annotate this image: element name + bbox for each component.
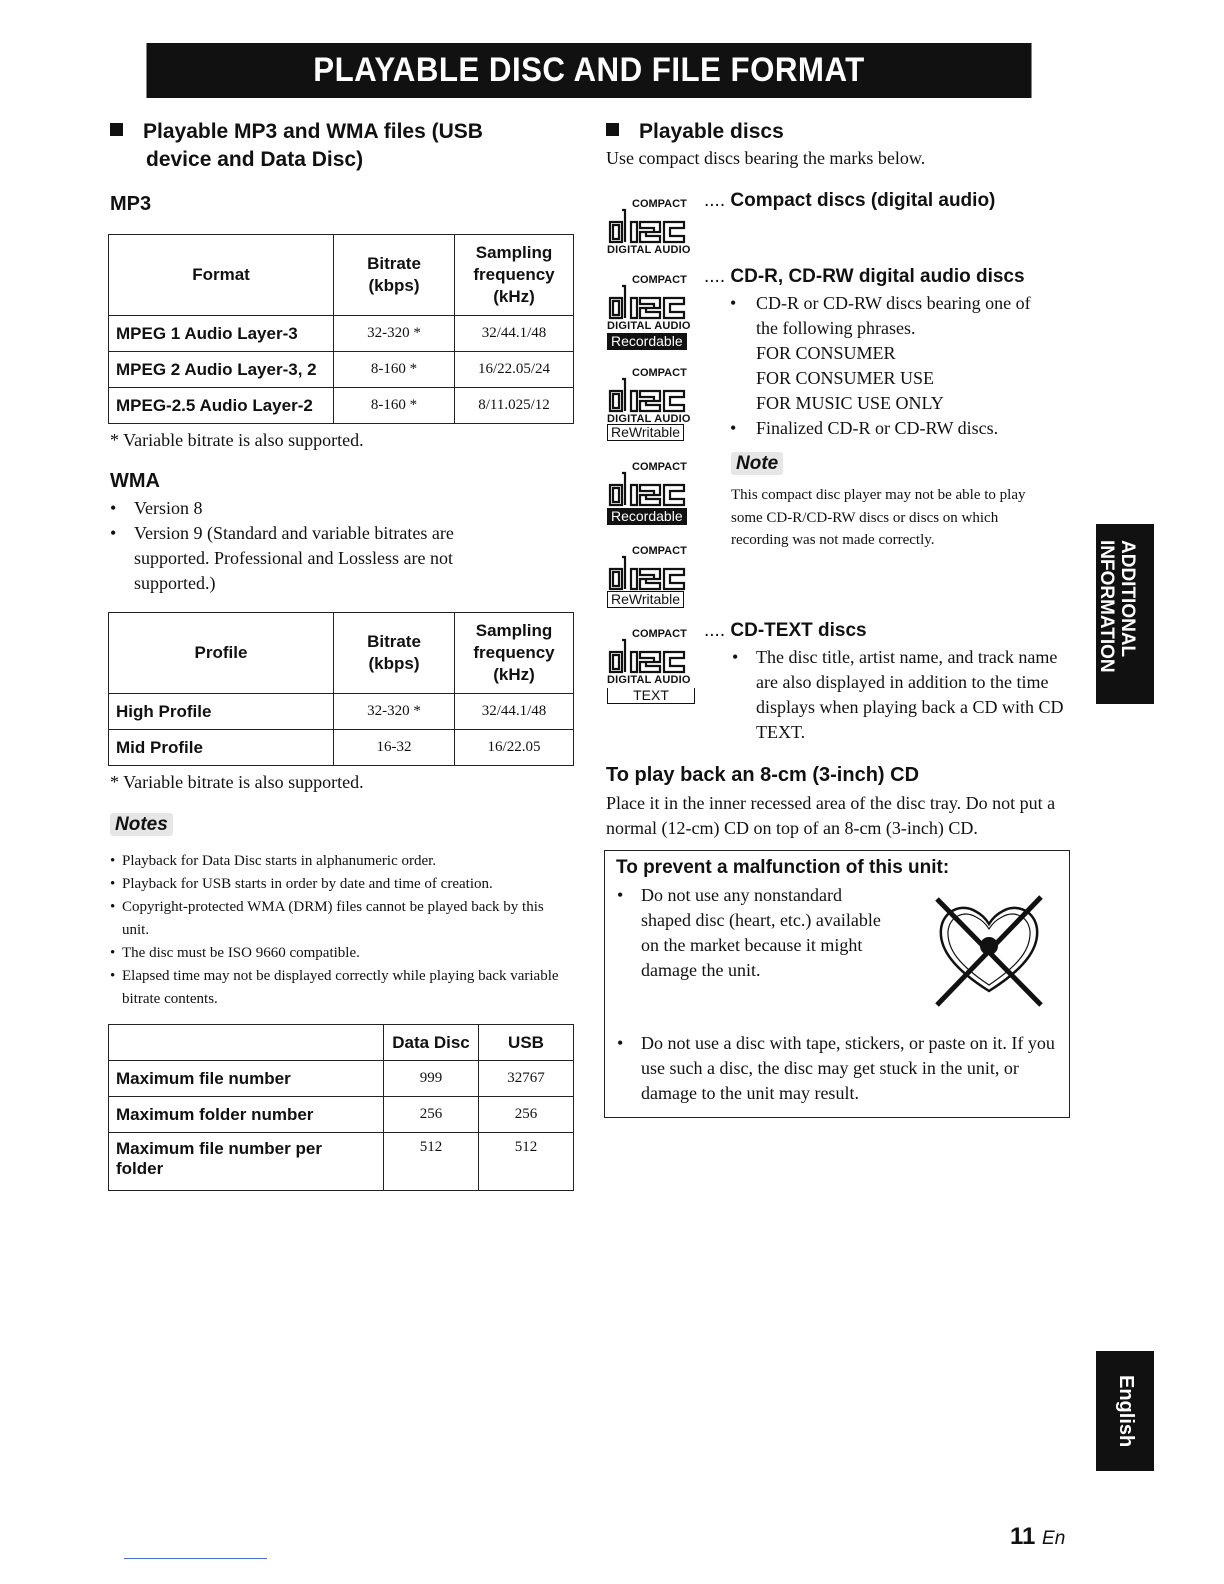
list-item: FOR CONSUMER (756, 343, 896, 363)
playable-discs-intro: Use compact discs bearing the marks below. (606, 148, 926, 168)
list-item: • Playback for USB starts in order by date and time of creation. (110, 873, 572, 896)
notes-list (110, 850, 572, 1011)
table-row: MPEG-2.5 Audio Layer-2 8-160 * 8/11.025/12 (109, 388, 574, 424)
table-row: MPEG 2 Audio Layer-3, 2 8-160 * 16/22.05/24 (109, 352, 574, 388)
cd-r-logo: COMPACT Recordable (607, 461, 703, 527)
header-profile: Profile (109, 613, 334, 694)
cd-rw-digital-audio-logo: COMPACT DIGITAL AUDIO ReWritable (607, 367, 703, 445)
header-bitrate: Bitrate (kbps) (334, 613, 455, 694)
warning-title: To prevent a malfunction of this unit: (616, 857, 950, 878)
square-bullet-icon (110, 123, 123, 136)
compact-disc-digital-audio-logo: COMPACT DIGITAL AUDIO (607, 198, 703, 260)
eight-cm-title: To play back an 8-cm (3-inch) CD (606, 764, 920, 786)
mp3-footnote: * Variable bitrate is also supported. (110, 430, 364, 450)
cd-da-title: .... Compact discs (digital audio) (704, 190, 996, 211)
table-row: Maximum file number 999 32767 (109, 1061, 574, 1097)
note-badge: Note (731, 453, 783, 475)
cd-r-digital-audio-logo: COMPACT DIGITAL AUDIO Recordable (607, 274, 703, 352)
header-format: Format (109, 235, 334, 316)
table-row: MPEG 1 Audio Layer-3 32-320 * 32/44.1/48 (109, 316, 574, 352)
page-number: 11 En (1010, 1523, 1066, 1550)
list-item: FOR CONSUMER USE (756, 368, 935, 388)
mp3-title: MP3 (110, 193, 152, 215)
list-item: • The disc must be ISO 9660 compatible. (110, 942, 572, 965)
list-item: • Elapsed time may not be displayed correctly while playing back variable bitrate contents. (110, 965, 572, 1011)
mp3-table (108, 234, 574, 424)
list-item: • Version 9 (Standard and variable bitrates are supported. Professional and Lossless are not supported.) (108, 521, 528, 596)
language-side-tab: English (1096, 1351, 1154, 1471)
cd-rw-logo: COMPACT ReWritable (607, 545, 703, 611)
cd-text-logo: COMPACT DIGITAL AUDIO TEXT (607, 628, 703, 708)
header-bitrate: Bitrate (kbps) (334, 235, 455, 316)
note-text: This compact disc player may not be able to play some CD-R/CD-RW discs or discs on which recording was not made correctly. (731, 487, 1026, 548)
table-header-row (109, 613, 574, 694)
warning-list-2 (615, 1031, 1061, 1106)
disc-wordmark-icon (607, 377, 697, 413)
table-row: Maximum file number per folder 512 512 (109, 1133, 574, 1191)
wma-table (108, 612, 574, 766)
disc-wordmark-icon (607, 471, 697, 507)
section-heading-playable-discs: Playable discs (606, 118, 784, 146)
page-banner-title: PLAYABLE DISC AND FILE FORMAT (146, 43, 1031, 98)
wma-title: WMA (110, 470, 160, 492)
warning-box (604, 850, 1070, 1118)
square-bullet-icon (606, 123, 619, 136)
list-item: • Version 8 (108, 496, 528, 521)
cd-r-rw-title: .... CD-R, CD-RW digital audio discs (704, 266, 1025, 287)
disc-wordmark-icon (607, 555, 697, 591)
table-row: Maximum folder number 256 256 (109, 1097, 574, 1133)
list-item: • Copyright-protected WMA (DRM) files cannot be played back by this unit. (110, 896, 572, 942)
table-header-row (109, 1025, 574, 1061)
table-row: Mid Profile 16-32 16/22.05 (109, 730, 574, 766)
warning-list-1 (615, 883, 885, 983)
section-heading-playable-files: Playable MP3 and WMA files (USB device and Data Disc) (110, 118, 570, 174)
wma-footnote: * Variable bitrate is also supported. (110, 772, 364, 792)
no-heart-disc-icon (929, 891, 1049, 1011)
footer-rule (124, 1558, 267, 1559)
cd-r-rw-details: • CD-R or CD-RW discs bearing one of the following phrases. FOR CONSUMER FOR CONSUMER USE FOR MUSIC USE ONLY • Finalized CD-R or CD-RW discs. (730, 291, 1070, 441)
disc-wordmark-icon (607, 284, 697, 320)
table-header-row (109, 235, 574, 316)
header-sampling: Sampling frequency (kHz) (455, 235, 574, 316)
table-row: High Profile 32-320 * 32/44.1/48 (109, 694, 574, 730)
header-sampling: Sampling frequency (kHz) (455, 613, 574, 694)
list-item: • Playback for Data Disc starts in alphanumeric order. (110, 850, 572, 873)
limits-table (108, 1024, 574, 1191)
list-item: FOR MUSIC USE ONLY (756, 393, 944, 413)
notes-badge: Notes (110, 814, 173, 836)
cd-text-details (730, 645, 1066, 745)
eight-cm-text: Place it in the inner recessed area of the disc tray. Do not put a normal (12-cm) CD on top of an 8-cm (3-inch) CD. (606, 793, 1056, 838)
disc-wordmark-icon (607, 208, 697, 244)
header-usb: USB (479, 1025, 574, 1061)
cd-text-title: .... CD-TEXT discs (704, 620, 867, 641)
wma-version-list (108, 496, 528, 596)
header-data-disc: Data Disc (384, 1025, 479, 1061)
disc-wordmark-icon (607, 638, 697, 674)
section-side-tab: ADDITIONAL INFORMATION (1096, 524, 1154, 704)
list-item: • The disc title, artist name, and track name are also displayed in addition to the time displays when playing back a CD with CD TEXT. (730, 645, 1066, 745)
list-item: • Do not use any nonstandard shaped disc (heart, etc.) available on the market because it might damage the unit. (615, 883, 885, 983)
list-item: • Do not use a disc with tape, stickers, or paste on it. If you use such a disc, the disc may get stuck in the unit, or damage to the unit may result. (615, 1031, 1061, 1106)
